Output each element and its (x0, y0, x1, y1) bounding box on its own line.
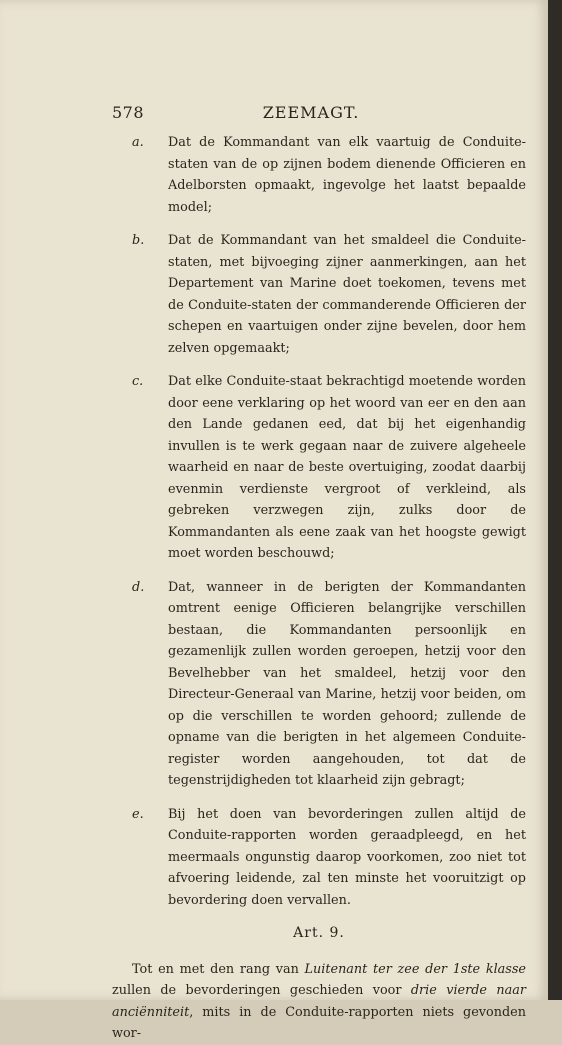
page-header (112, 99, 510, 125)
item-letter: e. (132, 806, 144, 822)
closing-italic-1: Luitenant ter zee der 1ste klasse (304, 961, 527, 977)
list-item-d (112, 577, 526, 792)
item-letter: b. (132, 233, 145, 248)
list-item-e (112, 804, 526, 912)
item-letter: c. (132, 374, 144, 389)
item-text: Dat de Kommandant van het smaldeel die Conduite-staten, met bijvoeging zijner aanmerkingen, aan het Departement van Marine doet toekomen, tevens met de Conduite-staten der commanderende Officieren der schepen en vaartuigen onder zijne bevelen, door hem zelven opgemaakt; (168, 233, 526, 356)
article-heading: Art. 9. (293, 925, 345, 941)
item-text: Dat de Kommandant van elk vaartuig de Conduite-staten van de op zijnen bodem dienende Officieren en Adelborsten opmaakt, ingevolge het laatst bepaalde model; (168, 135, 526, 215)
closing-text-3: , mits in de Conduite-rapporten niets gevonden wor- (112, 1004, 526, 1041)
running-head: ZEEMAGT. (262, 103, 360, 122)
item-text: Bij het doen van bevorderingen zullen altijd de Conduite-rapporten worden geraadpleegd, en het meermaals ongunstig daarop voorkomen, zoo niet tot afvoering leidende, zal ten minste het vooruitzigt op bevordering doen vervallen. (168, 806, 526, 908)
page-number: 578 (112, 103, 145, 122)
list-item-b (112, 230, 526, 359)
item-text: Dat elke Conduite-staat bekrachtigd moetende worden door eene verklaring op het woord van eer en den aan den Lande gedanen eed, dat bij het eigenhandig invullen is te werk gegaan naar de zuivere algeheele waarheid en naar de beste overtuiging, zoodat daarbij evenmin verdienste vergroot of verkleind, als gebreken verzwegen zijn, zulks door de Kommandanten als eene zaak van het hoogste gewigt moet worden beschouwd; (168, 374, 526, 561)
body-text (112, 132, 526, 1045)
item-letter: d. (132, 579, 145, 595)
item-text: Dat, wanneer in de berigten der Kommandanten omtrent eenige Officieren belangrijke verschillen bestaan, die Kommandanten persoonlijk en gezamenlijk zullen worden geroepen, hetzij voor den Bevelhebber van het smaldeel, hetzij voor den Directeur-Generaal van Marine, hetzij voor beiden, om op die verschillen te worden gehoord; zullende de opname van die berigten in het algemeen Conduite-register worden aangehouden, tot dat de tegenstrijdigheden tot klaarheid zijn gebragt; (168, 579, 526, 788)
closing-paragraph (112, 959, 526, 1045)
book-spine-edge (548, 0, 562, 1000)
item-letter: a. (132, 135, 144, 150)
closing-italic-2: drie vierde naar anciënniteit (112, 983, 526, 1020)
list-item-a (112, 132, 526, 218)
list-item-c (112, 371, 526, 565)
closing-text-2: zullen de bevorderingen geschieden voor (112, 983, 411, 998)
closing-text-1: Tot en met den rang van (132, 961, 305, 977)
